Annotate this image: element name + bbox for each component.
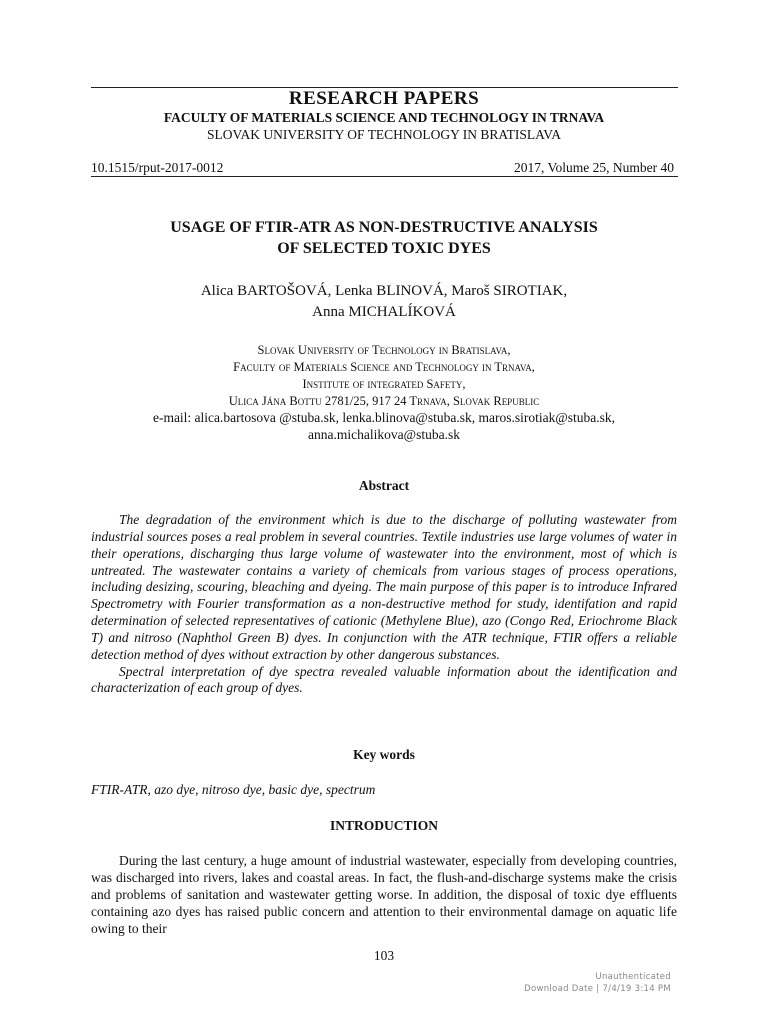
email-line-1: e-mail: alica.bartosova @stuba.sk, lenka.blinova@stuba.sk, maros.sirotiak@stuba.sk,: [152, 410, 616, 425]
introduction-paragraph: During the last century, a huge amount of industrial wastewater, especially from developing countries, was discharged into rivers, lakes and coastal areas. In fact, the flush-and-discharge systems make the crisis and problems of sanitation and wastewater getting worse. In addition, the disposal of toxic dye effluents containing azo dyes has raised public concern and attention to their environmental damage on aquatic life owing to their: [91, 853, 677, 937]
authors: [0, 281, 768, 323]
journal-title: RESEARCH PAPERS: [288, 88, 480, 109]
watermark-line-1: Unauthenticated: [595, 972, 671, 982]
affiliation-line: Slovak University of Technology in Bratislava,: [257, 343, 511, 357]
abstract-paragraph: Spectral interpretation of dye spectra revealed valuable information about the identification and characterization of each group of dyes.: [91, 663, 677, 696]
doi: 10.1515/rput-2017-0012: [91, 160, 224, 175]
authors-line-2: Anna MICHALÍKOVÁ: [312, 304, 456, 320]
paper-title: [0, 217, 768, 259]
authors-line-1: Alica BARTOŠOVÁ, Lenka BLINOVÁ, Maroš SIROTIAK,: [200, 283, 568, 299]
abstract-paragraph: The degradation of the environment which is due to the discharge of polluting wastewater from industrial sources poses a real problem in several countries. Textile industries use large volumes of water in their operations, discharging thus large volume of wastewater into the environment, most of which is untreated. The wastewater contains a variety of chemicals from various stages of process operations, including desizing, scouring, bleaching and dyeing. The main purpose of this paper is to introduce Infrared Spectrometry with Fourier transformation as a non-destructive method for study, identifation and rapid determination of selected representatives of cationic (Methylene Blue), azo (Congo Red, Eriochrome Black T) and nitroso (Naphthol Green B) dyes. In conjunction with the ATR technique, FTIR offers a reliable detection method of dyes without extraction by other dangerous substances.: [91, 512, 677, 662]
abstract-body: [91, 512, 677, 697]
abstract-heading: Abstract: [358, 478, 410, 493]
introduction-heading: INTRODUCTION: [329, 818, 438, 833]
title-line-1: USAGE OF FTIR-ATR AS NON-DESTRUCTIVE ANALYSIS: [170, 219, 598, 236]
affiliation-line: Ulica Jána Bottu 2781/25, 917 24 Trnava, Slovak Republic: [228, 394, 540, 408]
email-block: [0, 409, 768, 443]
affiliation: [0, 342, 768, 410]
keywords-heading: Key words: [353, 747, 415, 762]
faculty-name: FACULTY OF MATERIALS SCIENCE AND TECHNOLOGY IN TRNAVA: [163, 110, 605, 125]
doi-rule: [91, 176, 678, 177]
email-line-2: anna.michalikova@stuba.sk: [308, 427, 460, 442]
page-number: 103: [373, 948, 395, 963]
watermark-line-2: Download Date | 7/4/19 3:14 PM: [524, 984, 671, 994]
affiliation-line: Faculty of Materials Science and Technology in Trnava,: [233, 360, 535, 374]
university-name: SLOVAK UNIVERSITY OF TECHNOLOGY IN BRATISLAVA: [207, 127, 561, 142]
keywords-text: FTIR-ATR, azo dye, nitroso dye, basic dye, spectrum: [91, 782, 376, 797]
affiliation-line: Institute of integrated Safety,: [302, 377, 466, 391]
title-line-2: OF SELECTED TOXIC DYES: [277, 240, 491, 257]
volume-info: 2017, Volume 25, Number 40: [514, 160, 674, 175]
introduction-body: [91, 852, 677, 937]
